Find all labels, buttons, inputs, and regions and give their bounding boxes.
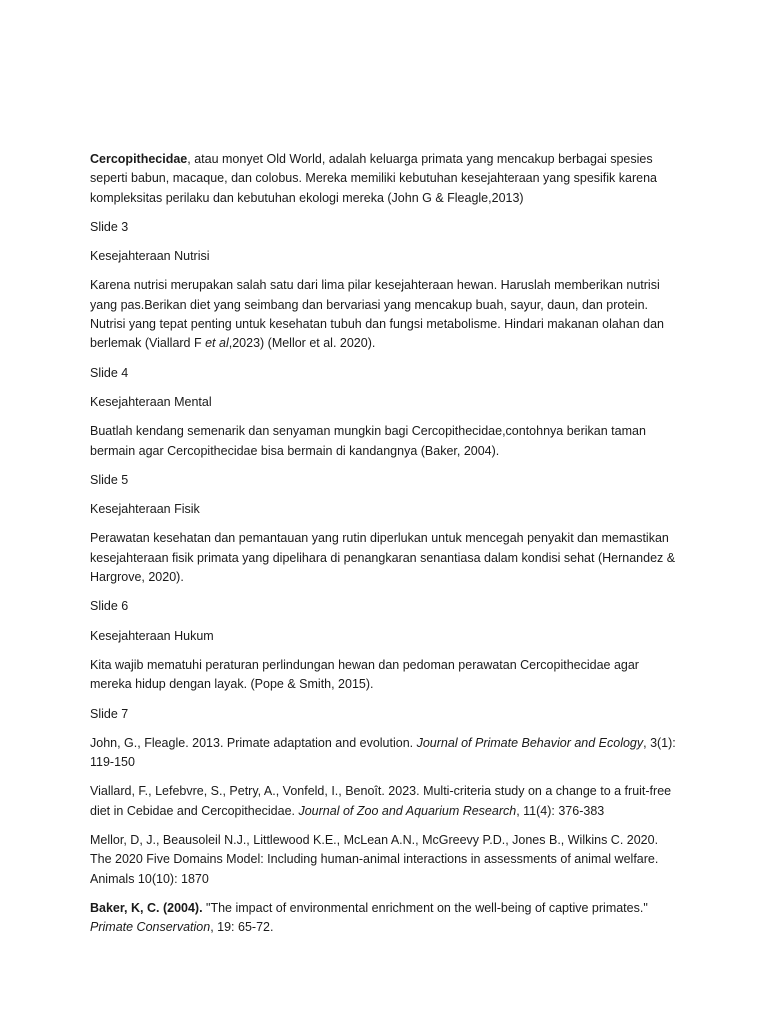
reference-baker-journal: Primate Conservation	[90, 920, 211, 935]
reference-viallard-volume: , 11(4): 376-383	[516, 803, 605, 818]
reference-viallard	[90, 782, 682, 821]
reference-viallard-journal: Journal of Zoo and Aquarium Research	[298, 803, 517, 818]
intro-text: , atau monyet Old World, adalah keluarga primata yang mencakup berbagai spesies seperti babun, macaque, dan colobus. Mereka memiliki kebutuhan kesejahteraan yang spesifik karena kompleksitas perilaku dan kebutuhan ekologi mereka (John G & Fleagle,2013)	[90, 152, 657, 205]
reference-baker-volume: , 19: 65-72.	[210, 920, 274, 935]
slide-3-body-text-b: ,2023) (Mellor et al. 2020).	[228, 336, 376, 351]
reference-john	[90, 734, 682, 773]
slide-6-body: Kita wajib mematuhi peraturan perlindungan hewan dan pedoman perawatan Cercopithecidae agar mereka hidup dengan layak. (Pope & Smith, 2015).	[90, 657, 639, 692]
slide-6-label: Slide 6	[90, 599, 129, 614]
slide-3-body	[90, 276, 682, 353]
slide-7-label: Slide 7	[90, 706, 129, 721]
reference-mellor: Mellor, D, J., Beausoleil N.J., Littlewood K.E., McLean A.N., McGreevy P.D., Jones B., Wilkins C. 2020. The 2020 Five Domains Model: Including human-animal interactions in assessments of animal welfare. Animals 10(10): 1870	[90, 833, 659, 886]
reference-baker	[90, 899, 682, 938]
slide-4-heading: Kesejahteraan Mental	[90, 394, 212, 409]
reference-john-journal: Journal of Primate Behavior and Ecology	[416, 735, 644, 750]
reference-viallard-text: Viallard, F., Lefebvre, S., Petry, A., Vonfeld, I., Benoît. 2023. Multi-criteria study on a change to a fruit-free diet in Cebidae and Cercopithecidae.	[90, 784, 672, 818]
slide-3-body-et-al: et al	[205, 336, 229, 351]
reference-john-volume: , 3(1): 119-150	[90, 735, 676, 770]
slide-6-heading: Kesejahteraan Hukum	[90, 628, 214, 643]
slide-5-heading: Kesejahteraan Fisik	[90, 502, 200, 517]
intro-paragraph	[90, 150, 682, 208]
slide-5-body: Perawatan kesehatan dan pemantauan yang rutin diperlukan untuk mencegah penyakit dan memastikan kesejahteraan fisik primata yang dipelihara di penangkaran senantiasa dalam kondisi sehat (Hernandez & Hargrove, 2020).	[90, 531, 676, 585]
slide-3-body-text-a: Karena nutrisi merupakan salah satu dari lima pilar kesejahteraan hewan. Haruslah memberikan nutrisi yang pas.Berikan diet yang seimbang dan bervariasi yang mencakup buah, sayur, daun, dan protein. Nutrisi yang tepat penting untuk kesehatan tubuh dan fungsi metabolisme. Hindari makanan olahan dan berlemak (Viallard F	[90, 278, 664, 351]
slide-4-label: Slide 4	[90, 365, 129, 380]
intro-term: Cercopithecidae	[90, 152, 188, 166]
reference-john-text: John, G., Fleagle. 2013. Primate adaptation and evolution.	[90, 735, 417, 750]
slide-3-label: Slide 3	[90, 219, 129, 234]
document-page	[90, 150, 682, 948]
reference-baker-title: "The impact of environmental enrichment on the well-being of captive primates."	[202, 900, 648, 915]
slide-3-heading: Kesejahteraan Nutrisi	[90, 249, 210, 264]
reference-baker-author: Baker, K, C. (2004).	[90, 900, 203, 915]
slide-4-body: Buatlah kendang semenarik dan senyaman mungkin bagi Cercopithecidae,contohnya berikan taman bermain agar Cercopithecidae bisa bermain di kandangnya (Baker, 2004).	[90, 424, 646, 458]
slide-5-label: Slide 5	[90, 472, 129, 487]
